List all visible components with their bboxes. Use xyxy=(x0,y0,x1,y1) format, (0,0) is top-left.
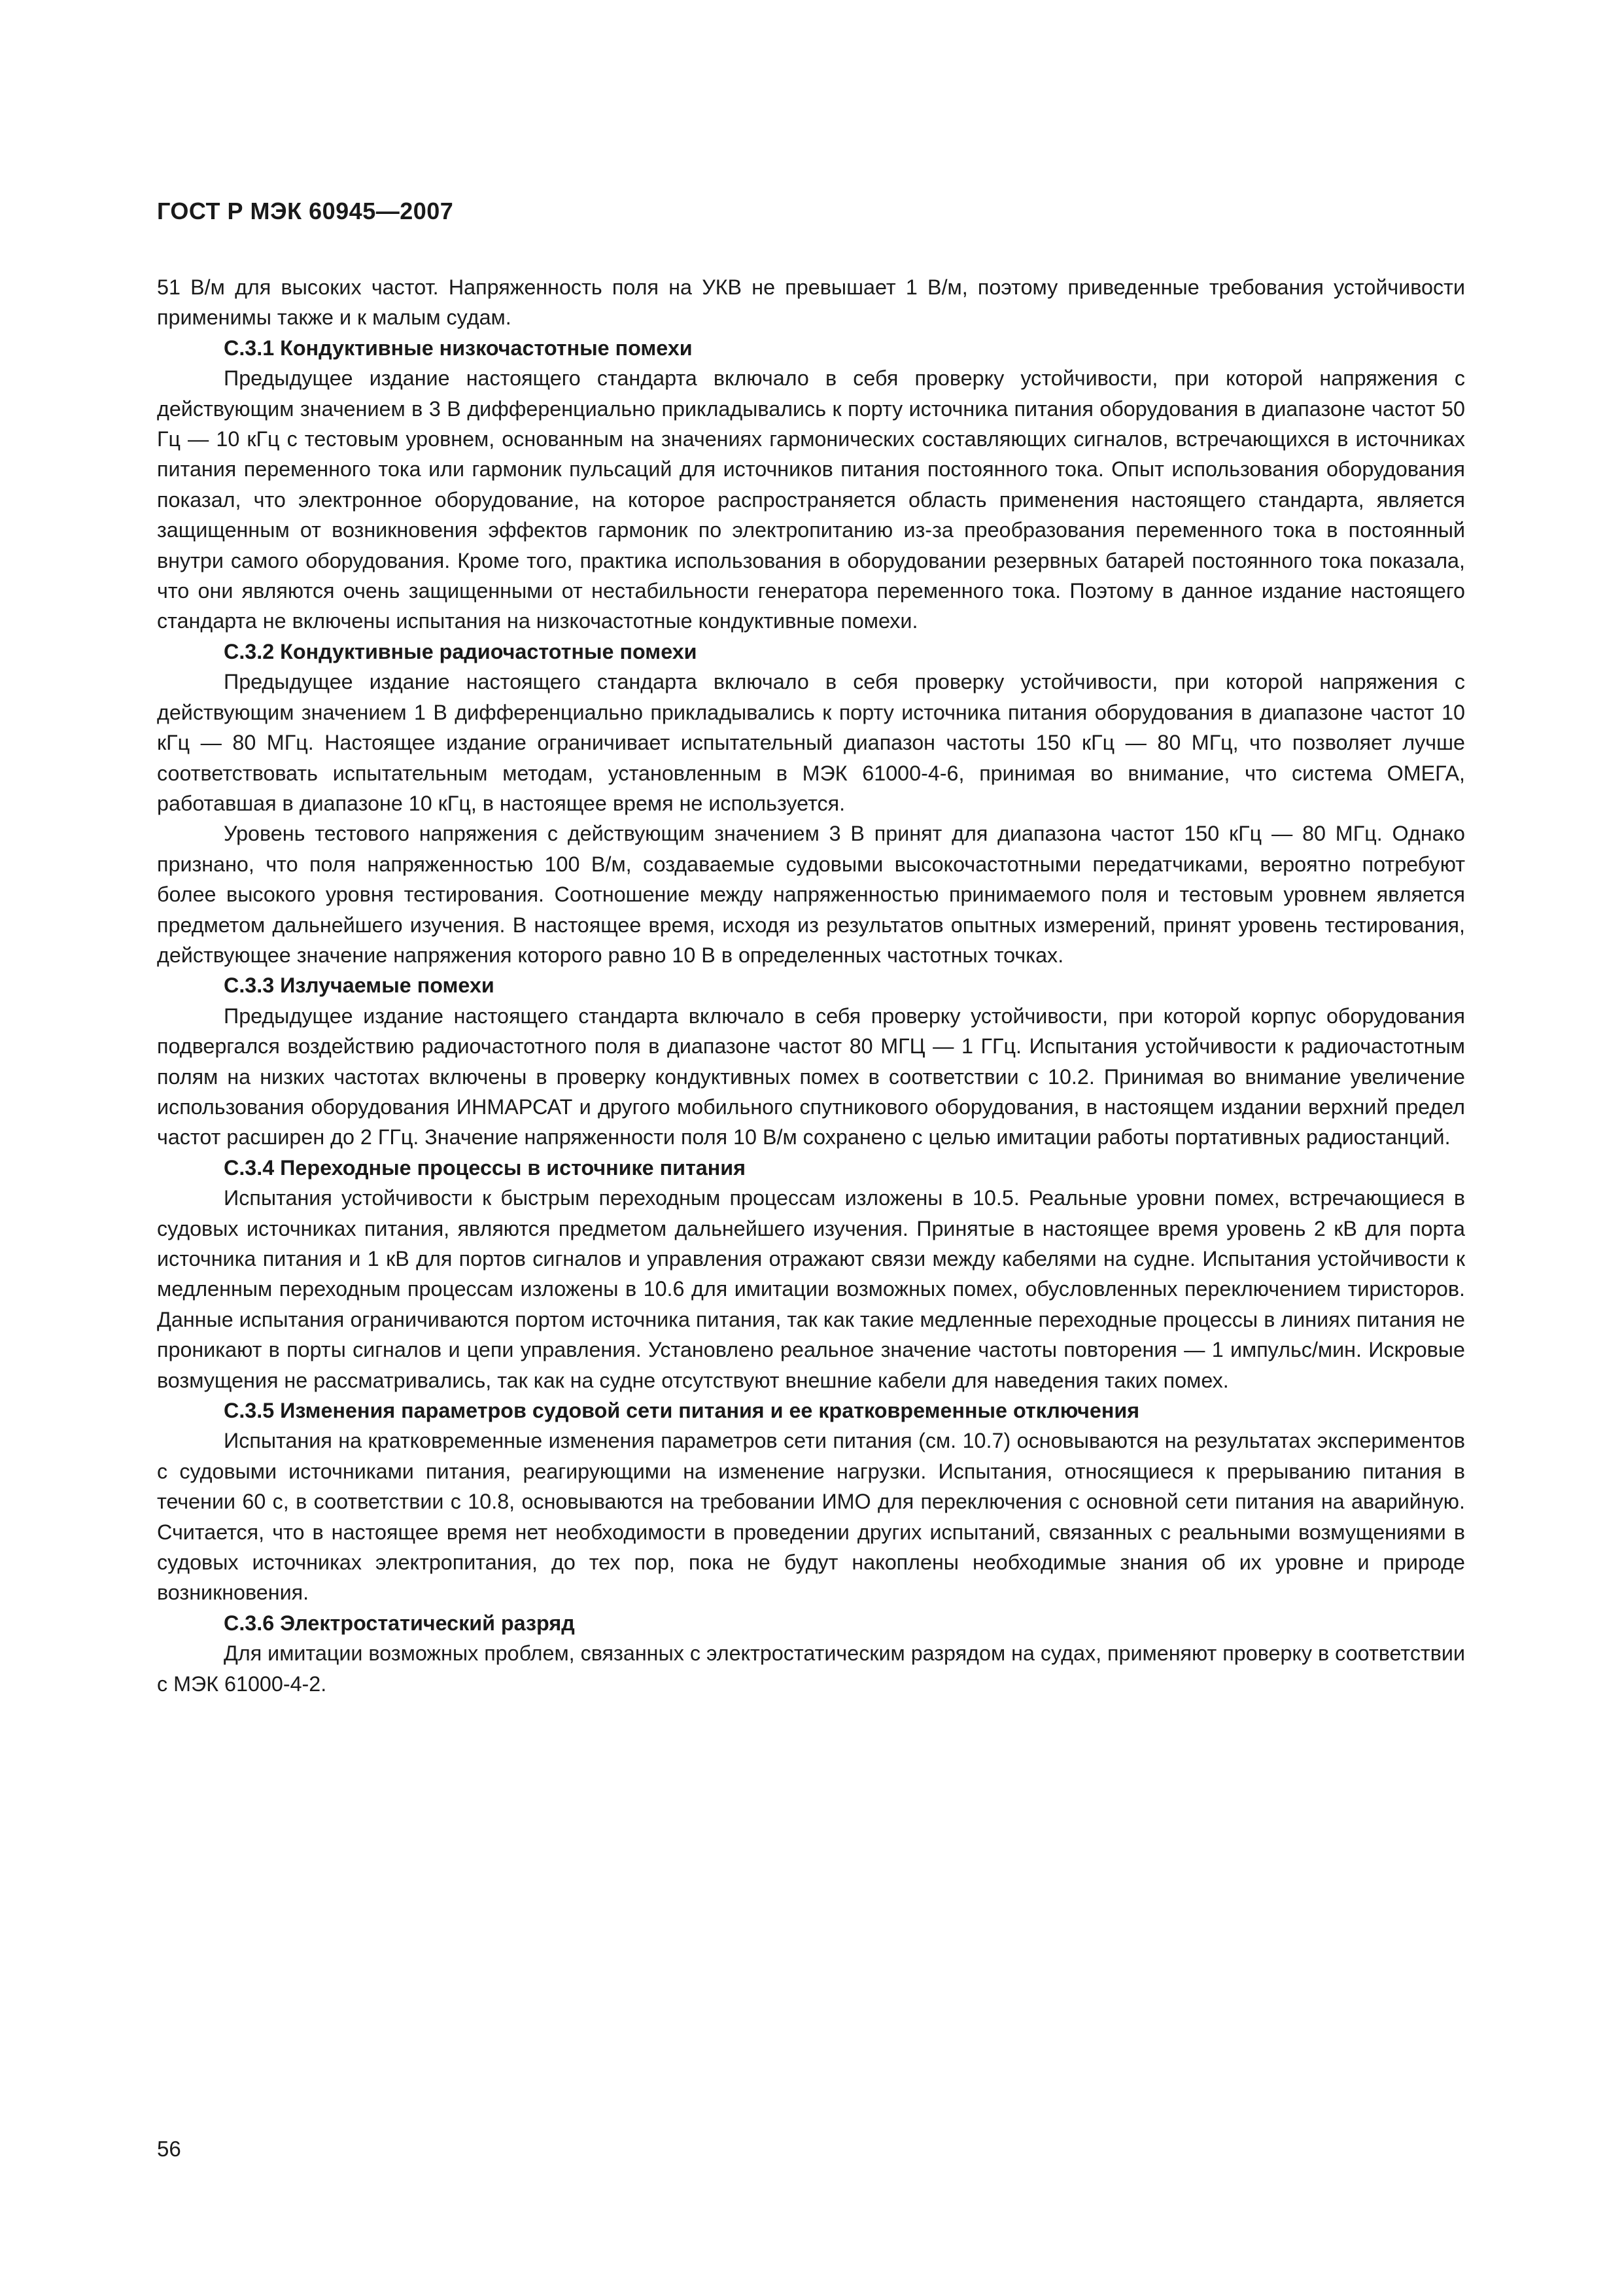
section-heading: С.3.2 Кондуктивные радиочастотные помехи xyxy=(224,639,697,663)
body-paragraph: Предыдущее издание настоящего стандарта включало в себя проверку устойчивости, при которой напряжения с действующим значением 1 В дифференциально прикладывались к порту источника питания оборудования в диапазоне частот 10 кГц — 80 МГц. Настоящее издание ограничивает испытательный диапазон частоты 150 кГц — 80 МГц, что позволяет лучше соответствовать испытательным методам, установленным в МЭК 61000-4-6, принимая во внимание, что система ОМЕГА, работавшая в диапазоне 10 кГц, в настоящее время не используется. xyxy=(157,670,1465,815)
body-paragraph: Испытания на кратковременные изменения параметров сети питания (см. 10.7) основываются на результатах экспериментов с судовыми источниками питания, реагирующими на изменение нагрузки. Испытания, относящиеся к прерыванию питания в течении 60 с, в соответствии с 10.8, основываются на требовании ИМО для переключения с основной сети питания на аварийную. Считается, что в настоящее время нет необходимости в проведении других испытаний, связанных с реальными возмущениями в судовых источниках электропитания, до тех пор, пока не будут накоплены необходимые знания об их уровне и природе возникновения. xyxy=(157,1429,1465,1605)
body-paragraph: 51 В/м для высоких частот. Напряженность поля на УКВ не превышает 1 В/м, поэтому приведенные требования устойчивости применимы также и к малым судам. xyxy=(157,275,1465,330)
section-heading: С.3.5 Изменения параметров судовой сети питания и ее кратковременные отключения xyxy=(224,1399,1140,1423)
body-paragraph: Уровень тестового напряжения с действующим значением 3 В принят для диапазона частот 150 кГц — 80 МГц. Однако признано, что поля напряженностью 100 В/м, создаваемые судовыми высокочастотными передатчиками, вероятно потребуют более высокого уровня тестирования. Соотношение между напряженностью принимаемого поля и тестовым уровнем является предметом дальнейшего изучения. В настоящее время, исходя из результатов опытных измерений, принят уровень тестирования, действующее значение напряжения которого равно 10 В в определенных частотных точках. xyxy=(157,822,1465,967)
body-paragraph: Предыдущее издание настоящего стандарта включало в себя проверку устойчивости, при которой корпус оборудования подвергался воздействию радиочастотного поля в диапазоне частот 80 МГЦ — 1 ГГц. Испытания устойчивости к радиочастотным полям на низких частотах включены в проверку кондуктивных помех в соответствии с 10.2. Принимая во внимание увеличение использования оборудования ИНМАРСАТ и другого мобильного спутникового оборудования, в настоящем издании верхний предел частот расширен до 2 ГГц. Значение напряженности поля 10 В/м сохранено с целью имитации работы портативных радиостанций. xyxy=(157,1004,1465,1149)
document-body xyxy=(157,272,1465,1699)
body-paragraph: Предыдущее издание настоящего стандарта включало в себя проверку устойчивости, при которой напряжения с действующим значением в 3 В дифференциально прикладывались к порту источника питания оборудования в диапазоне частот 50 Гц — 10 кГц с тестовым уровнем, основанным на значениях гармонических составляющих сигналов, встречающихся в источниках питания переменного тока или гармоник пульсаций для источников питания постоянного тока. Опыт использования оборудования показал, что электронное оборудование, на которое распространяется область применения настоящего стандарта, является защищенным от возникновения эффектов гармоник по электропитанию из-за преобразования переменного тока в постоянный внутри самого оборудования. Кроме того, практика использования в оборудовании резервных батарей постоянного тока показала, что они являются очень защищенными от нестабильности генератора переменного тока. Поэтому в данное издание настоящего стандарта не включены испытания на низкочастотные кондуктивные помехи. xyxy=(157,366,1465,633)
body-paragraph: Испытания устойчивости к быстрым переходным процессам изложены в 10.5. Реальные уровни помех, встречающиеся в судовых источниках питания, являются предметом дальнейшего изучения. Принятые в настоящее время уровень 2 кВ для порта источника питания и 1 кВ для портов сигналов и управления отражают связи между кабелями на судне. Испытания устойчивости к медленным переходным процессам изложены в 10.6 для имитации возможных помех, обусловленных переключением тиристоров. Данные испытания ограничиваются портом источника питания, так как такие медленные переходные процессы в линиях питания не проникают в порты сигналов и цепи управления. Установлено реальное значение частоты повторения — 1 импульс/мин. Искровые возмущения не рассматривались, так как на судне отсутствуют внешние кабели для наведения таких помех. xyxy=(157,1186,1465,1392)
section-heading: С.3.6 Электростатический разряд xyxy=(224,1611,575,1635)
body-paragraph: Для имитации возможных проблем, связанных с электростатическим разрядом на судах, применяют проверку в соответствии с МЭК 61000-4-2. xyxy=(157,1641,1465,1696)
section-heading: С.3.1 Кондуктивные низкочастотные помехи xyxy=(224,336,693,360)
section-heading: С.3.3 Излучаемые помехи xyxy=(224,973,494,998)
section-heading: С.3.4 Переходные процессы в источнике питания xyxy=(224,1155,746,1180)
document-standard-title: ГОСТ Р МЭК 60945—2007 xyxy=(157,198,454,224)
page-number: 56 xyxy=(157,2137,181,2161)
